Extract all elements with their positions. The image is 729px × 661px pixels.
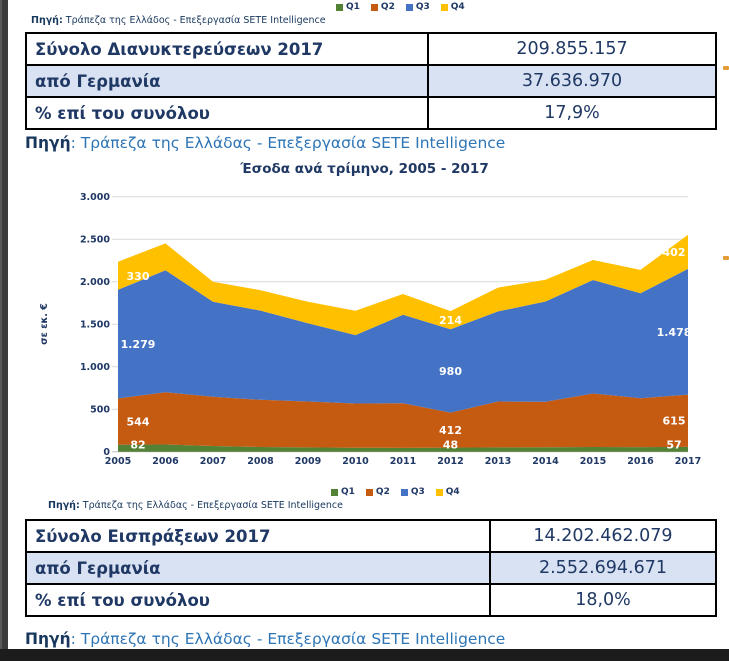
table-row bbox=[27, 553, 715, 585]
comment-mark bbox=[723, 66, 729, 70]
legend-swatch-icon bbox=[436, 489, 443, 496]
source-line-overnights bbox=[25, 134, 505, 152]
legend-label: Q2 bbox=[380, 2, 395, 12]
x-axis-tick-label: 2009 bbox=[294, 456, 322, 467]
legend-item-q4 bbox=[436, 487, 460, 497]
chart-data-label: 544 bbox=[126, 415, 150, 429]
table-row-label: Σύνολο Εισπράξεων 2017 bbox=[27, 521, 491, 551]
legend-item-q3 bbox=[401, 487, 425, 497]
table-row bbox=[27, 585, 715, 615]
table-row-label: % επί του συνόλου bbox=[27, 98, 429, 128]
source-prefix: Πηγή: bbox=[31, 15, 63, 26]
source-note-overnights bbox=[31, 15, 326, 26]
x-axis-tick-label: 2008 bbox=[247, 456, 274, 467]
legend-swatch-icon bbox=[441, 4, 448, 11]
legend-label: Q1 bbox=[341, 487, 355, 497]
y-axis-tick-label: 0 bbox=[103, 447, 110, 459]
legend-item-q4 bbox=[441, 2, 465, 12]
legend-swatch-icon bbox=[371, 4, 378, 11]
y-axis-title: σε εκ. € bbox=[39, 303, 50, 345]
legend-swatch-icon bbox=[336, 4, 343, 11]
table-row-value: 17,9% bbox=[544, 103, 600, 123]
chart-data-label: 82 bbox=[130, 438, 146, 452]
y-axis-tick-label: 3.000 bbox=[79, 192, 110, 204]
x-axis-tick-label: 2014 bbox=[532, 456, 559, 467]
chart-data-label: 48 bbox=[442, 438, 459, 452]
source-text: Τράπεζα της Ελλάδας - Επεξεργασία SETE Intelligence bbox=[79, 500, 343, 511]
legend-swatch-icon bbox=[401, 489, 408, 496]
x-axis-tick-label: 2010 bbox=[342, 456, 369, 467]
x-axis-tick-label: 2005 bbox=[104, 456, 132, 467]
legend-label: Q3 bbox=[410, 487, 425, 497]
source-prefix: Πηγή bbox=[25, 630, 71, 648]
chart-data-label: 214 bbox=[439, 314, 462, 328]
chart-data-label: 402 bbox=[662, 245, 686, 259]
legend-label: Q4 bbox=[445, 487, 460, 497]
legend-item-q2 bbox=[366, 487, 390, 497]
table-row-label: από Γερμανία bbox=[27, 66, 429, 96]
table-row-label: % επί του συνόλου bbox=[27, 585, 491, 615]
window-edge-bottom bbox=[0, 649, 729, 661]
source-text: : Τράπεζα της Ελλάδας - Επεξεργασία SETE Intelligence bbox=[70, 134, 506, 152]
legend-label: Q2 bbox=[375, 487, 390, 497]
source-prefix: Πηγή bbox=[25, 134, 71, 152]
table-row-value: 18,0% bbox=[575, 590, 631, 610]
x-axis-tick-label: 2013 bbox=[484, 456, 512, 467]
quarter-legend-bottom bbox=[331, 486, 460, 498]
table-row-value: 14.202.462.079 bbox=[533, 526, 673, 546]
source-text: Τράπεζα της Ελλάδος - Επεξεργασία SETE Intelligence bbox=[62, 15, 326, 26]
legend-item-q1 bbox=[331, 487, 355, 497]
table-row-label: Σύνολο Διανυκτερεύσεων 2017 bbox=[27, 34, 429, 64]
legend-swatch-icon bbox=[406, 4, 413, 11]
table-row-value: 2.552.694.671 bbox=[538, 558, 668, 578]
legend-item-q3 bbox=[406, 2, 430, 12]
table-row-value: 209.855.157 bbox=[516, 39, 628, 59]
y-axis-tick-label: 2.000 bbox=[79, 277, 110, 289]
table-row bbox=[27, 66, 715, 98]
x-axis-tick-label: 2007 bbox=[199, 456, 227, 467]
chart-data-label: 1.279 bbox=[120, 338, 156, 352]
table-row-label: από Γερμανία bbox=[27, 553, 491, 583]
revenue-chart-plot bbox=[0, 158, 729, 480]
quarter-legend-top bbox=[336, 1, 465, 13]
y-axis-tick-label: 1.000 bbox=[79, 362, 110, 374]
revenue-chart bbox=[0, 158, 729, 480]
x-axis-tick-label: 2012 bbox=[437, 456, 464, 467]
legend-item-q1 bbox=[336, 2, 360, 12]
table-receipts bbox=[25, 519, 717, 617]
comment-mark bbox=[723, 256, 729, 260]
y-axis-tick-label: 500 bbox=[90, 404, 110, 416]
chart-data-label: 1.478 bbox=[656, 325, 692, 339]
y-axis-tick-label: 2.500 bbox=[79, 234, 110, 246]
table-row-value: 37.636.970 bbox=[521, 71, 623, 91]
chart-title: Έσοδα ανά τρίμηνο, 2005 - 2017 bbox=[240, 161, 489, 177]
x-axis-tick-label: 2015 bbox=[579, 456, 607, 467]
table-row bbox=[27, 98, 715, 128]
legend-item-q2 bbox=[371, 2, 395, 12]
legend-label: Q4 bbox=[450, 2, 465, 12]
table-row bbox=[27, 34, 715, 66]
legend-label: Q1 bbox=[346, 2, 360, 12]
chart-data-label: 412 bbox=[439, 424, 462, 438]
legend-swatch-icon bbox=[366, 489, 373, 496]
legend-label: Q3 bbox=[415, 2, 430, 12]
table-overnights bbox=[25, 32, 717, 130]
chart-data-label: 330 bbox=[126, 269, 150, 283]
x-axis-tick-label: 2006 bbox=[152, 456, 179, 467]
x-axis-tick-label: 2016 bbox=[627, 456, 654, 467]
chart-data-label: 980 bbox=[439, 364, 462, 378]
table-row bbox=[27, 521, 715, 553]
x-axis-tick-label: 2017 bbox=[674, 456, 702, 467]
x-axis-tick-label: 2011 bbox=[389, 456, 417, 467]
chart-data-label: 615 bbox=[662, 414, 686, 428]
y-axis-tick-label: 1.500 bbox=[79, 319, 110, 331]
source-note-receipts bbox=[48, 500, 343, 511]
source-line-receipts bbox=[25, 630, 505, 648]
legend-swatch-icon bbox=[331, 489, 338, 496]
chart-data-label: 57 bbox=[666, 438, 682, 452]
source-text: : Τράπεζα της Ελλάδας - Επεξεργασία SETE Intelligence bbox=[70, 630, 506, 648]
source-prefix: Πηγή: bbox=[48, 500, 80, 511]
